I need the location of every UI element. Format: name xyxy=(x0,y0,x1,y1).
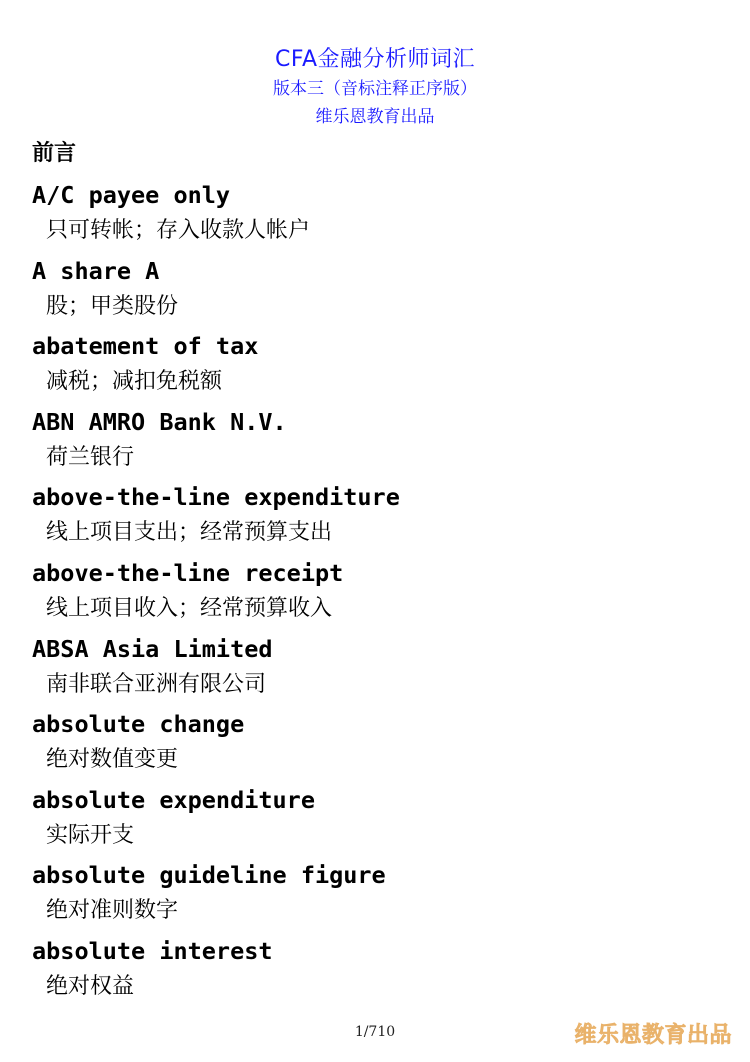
entry-term: A/C payee only xyxy=(32,181,231,209)
entry-term: absolute change xyxy=(32,710,245,739)
entry-term: absolute expenditure xyxy=(32,785,315,814)
entry-definition: 绝对准则数字 xyxy=(46,898,179,924)
glossary-entry xyxy=(32,556,722,632)
glossary-entry xyxy=(32,178,722,254)
entry-term: above-the-line receipt xyxy=(32,558,344,587)
entry-term: ABSA Asia Limited xyxy=(32,634,273,663)
entry-definition: 只可转帐；存入收款人帐户 xyxy=(46,218,311,243)
entry-definition: 绝对权益 xyxy=(46,973,135,999)
page-number: 1/710 xyxy=(354,1024,396,1040)
document-subtitle: 版本三（音标注释正序版） xyxy=(273,79,477,99)
entry-term: abatement of tax xyxy=(32,332,259,361)
publisher-line: 维乐恩教育出品 xyxy=(315,107,435,127)
publisher-watermark: 维乐恩教育出品 xyxy=(574,1023,732,1048)
glossary-entry xyxy=(32,934,722,1010)
entry-term: absolute interest xyxy=(32,936,273,965)
glossary-entry xyxy=(32,480,722,556)
entry-definition: 线上项目支出；经常预算支出 xyxy=(46,520,333,546)
glossary-entry xyxy=(32,858,722,934)
entry-term: absolute guideline figure xyxy=(32,861,386,890)
entry-definition: 减税；减扣免税额 xyxy=(46,369,223,395)
glossary-entry xyxy=(32,707,722,783)
glossary-entry xyxy=(32,632,722,708)
glossary-entry xyxy=(32,254,722,330)
glossary-entry xyxy=(32,783,722,859)
entry-term: A share A xyxy=(32,256,160,285)
preface-heading: 前言 xyxy=(32,141,77,166)
entry-definition: 股；甲类股份 xyxy=(46,293,179,319)
entry-term: above-the-line expenditure xyxy=(32,483,400,512)
entry-definition: 实际开支 xyxy=(46,822,135,848)
glossary-entry xyxy=(32,329,722,405)
entry-definition: 绝对数值变更 xyxy=(46,747,179,773)
document-title: CFA金融分析师词汇 xyxy=(274,47,476,72)
entry-definition: 线上项目收入；经常预算收入 xyxy=(46,595,333,621)
document-header xyxy=(0,44,750,131)
entry-term: ABN AMRO Bank N.V. xyxy=(32,407,287,436)
glossary-list xyxy=(32,178,722,1010)
entry-definition: 南非联合亚洲有限公司 xyxy=(46,671,267,697)
glossary-entry xyxy=(32,405,722,481)
entry-definition: 荷兰银行 xyxy=(46,444,135,470)
